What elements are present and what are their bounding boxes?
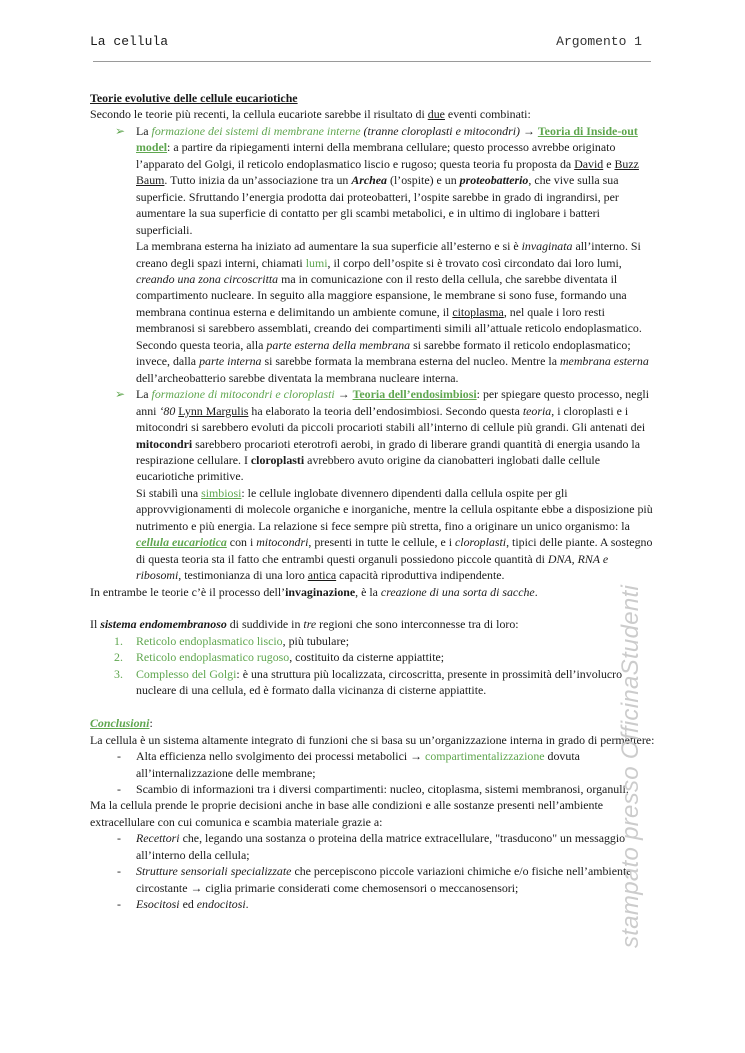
sistema-intro: Il sistema endomembranoso di suddivide in tre regioni che sono interconnesse tra di loro: xyxy=(90,617,519,632)
conclusioni-intro: La cellula è un sistema altamente integrato di funzioni che si basa su un’organizzazione interna in grado di permettere: xyxy=(90,732,655,747)
header-topic: Argomento 1 xyxy=(556,34,642,49)
list-item: - Alta efficienza nello svolgimento dei processi metabolici → compartimentalizzazione dovuta all’internalizzazione delle membrane; xyxy=(117,749,580,780)
list-item: 2. Reticolo endoplasmatico rugoso, costituito da cisterne appiattite; xyxy=(114,650,445,665)
list-item: - Scambio di informazioni tra i diversi compartimenti: nucleo, citoplasma, sistemi membranosi, organuli. xyxy=(117,782,629,796)
bullet-endosimbiosi: ➢ La formazione di mitocondri e cloroplasti → Teoria dell’endosimbiosi: per spiegare questo processo, negli anni ‘80 Lynn Margulis ha elaborato la teoria dell’endosimbiosi. Secondo questa teoria, i cloroplasti e i mitocondri si sarebbero evoluti da piccoli procarioti stabili all’interno di cellule più grandi. Gli antenati dei mitocondri sarebbero procarioti eterotrofi aerobi, in grado di liberare grandi quantità di energia usando la respirazione cellulare. I cloroplasti avrebbero avuto origine da cianobatteri inglobati dalle cellule eucariotiche primitive. Si stabilì una simbiosi: le cellule inglobate divennero dipendenti dalla cellula ospite per gli approvvigionamenti di molecole organiche e inorganiche, mentre la cellula ospitante ebbe a disposizione più nutrimento e più energia. La relazione si fece sempre più stretta, fino a originare un unico organismo: la cellula eucariotica con i mitocondri, presenti in tutte le cellule, e i cloroplasti, tipici delle piante. A sostegno di questa teoria sta il fatto che entrambi questi organuli possiedono piccole quantità di DNA, RNA e ribosomi, testimonianza di una loro antica capacità riproduttiva indipendente. xyxy=(115,387,653,583)
header-divider xyxy=(93,61,651,62)
section-title-teorie: Teorie evolutive delle cellule eucariotiche xyxy=(90,91,298,105)
watermark: stampato presso OfficinaStudenti xyxy=(617,584,644,948)
arrow-bullet-icon: ➢ xyxy=(115,123,126,138)
list-item: 3. Complesso del Golgi: è una struttura più localizzata, circoscritta, presente in prossimità dell’involucro nucleare di una cellula, ed è formato dalla vicinanza di cisterne appiattite. xyxy=(114,666,623,698)
list-item: - Esocitosi ed endocitosi. xyxy=(117,897,249,912)
conclusioni-heading: Conclusioni: xyxy=(90,716,153,731)
conclusioni-paragraph: Ma la cellula prende le proprie decisioni anche in base alle condizioni e alle sostanze presenti nell’ambiente extracellulare con cui comunica e scambia materiale grazie a: xyxy=(90,798,604,829)
document-body xyxy=(90,90,655,913)
teorie-intro: Secondo le teorie più recenti, la cellula eucariote sarebbe il risultato di due eventi combinati: xyxy=(90,107,531,122)
header-title: La cellula xyxy=(90,34,169,49)
list-item: 1. Reticolo endoplasmatico liscio, più tubulare; xyxy=(114,633,349,648)
teorie-closing: In entrambe le teorie c’è il processo dell’invaginazione, è la creazione di una sorta di sacche. xyxy=(90,584,538,599)
list-item: - Strutture sensoriali specializzate che percepiscono piccole variazioni chimiche e/o fisiche nell’ambiente circostante → ciglia primarie considerati come chemosensori o meccanosensori; xyxy=(117,864,632,895)
page-header xyxy=(90,34,642,54)
bullet-inside-out: ➢ La formazione dei sistemi di membrane interne (tranne cloroplasti e mitocondri) → Teoria di Inside-out model: a partire da ripiegamenti interni della membrana cellulare; questo processo avrebbe originato l’apparato del Golgi, il reticolo endoplasmatico liscio e rugoso; questa teoria fu proposta da David e Buzz Baum. Tutto inizia da un’associazione tra un Archea (l’ospite) e un proteobatterio, che vive sulla sua superficie. Sfruttando l’energia prodotta dai proteobatteri, l’ospite sarebbe in grado di ingrandirsi, per aumentare la sua superficie di contatto per gli scambi metabolici, e in ultimo di inglobare i batteri superficiali. La membrana esterna ha iniziato ad aumentare la sua superficie all’esterno e si è invaginata all’interno. Si creano degli spazi interni, chiamati lumi, il corpo dell’ospite si è trovato così circondato dai loro lumi, creando una zona circoscritta ma in comunicazione con il resto della cellula, che sarebbe diventata il compartimento nucleare. In seguito alla maggiore espansione, le membrane si sono fuse, formando una membrana continua esterna e delimitando un ambiente comune, il citoplasma, nel quale i loro resti membranosi si sarebbero assemblati, creando dei compartimenti simili all’attuale reticolo endoplasmatico. Secondo questa teoria, alla parte esterna della membrana si sarebbe formato il reticolo endoplasmatico; invece, dalla parte interna si sarebbe formata la membrana esterna del nucleo. Mentre la membrana esterna dell’archeobatterio sarebbe diventata la membrana nucleare interna. xyxy=(115,123,649,385)
list-item: - Recettori che, legando una sostanza o proteina della matrice extracellulare, "trasducono" un messaggio all’interno della cellula; xyxy=(117,831,626,862)
arrow-bullet-icon: ➢ xyxy=(115,387,126,402)
